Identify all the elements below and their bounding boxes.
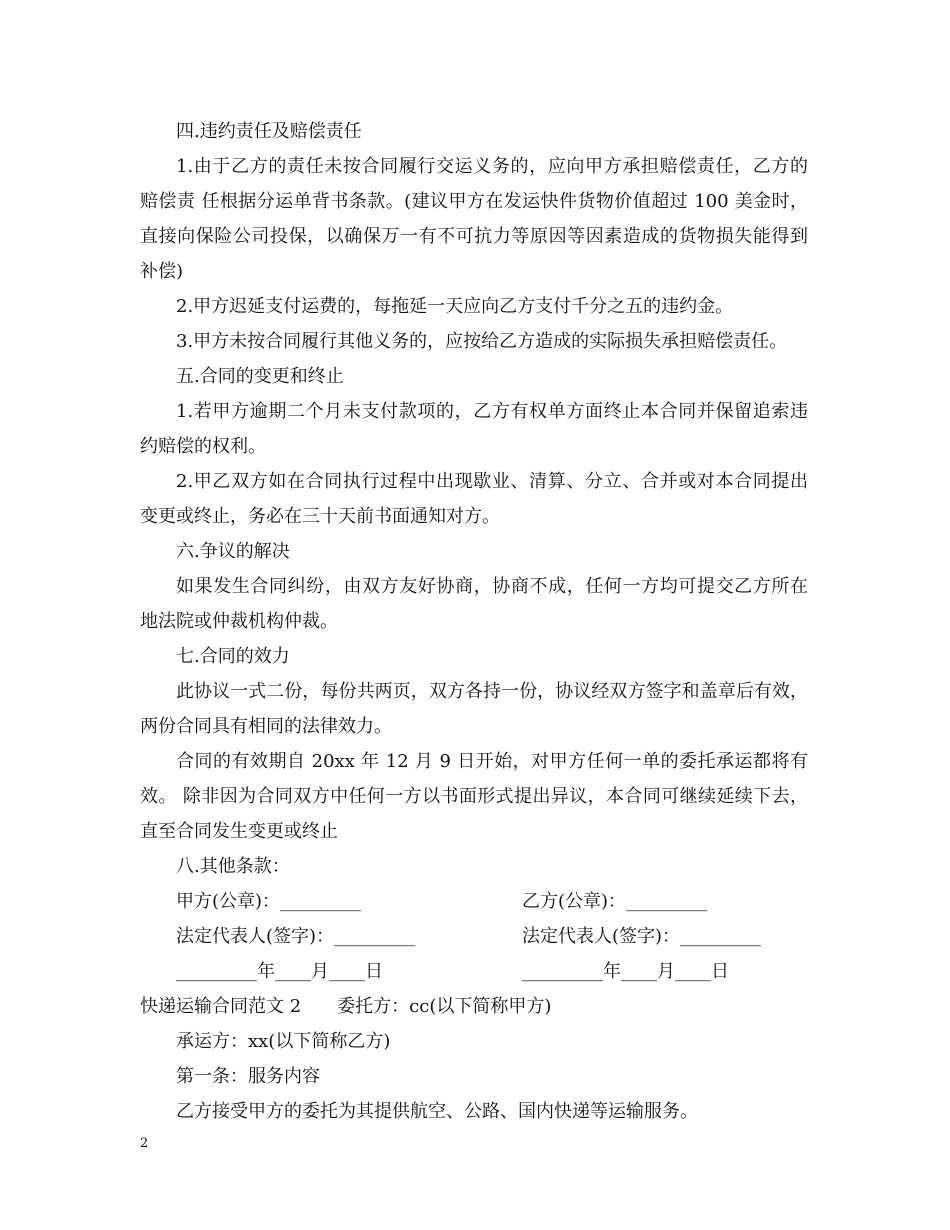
carrier-line: 承运方：xx(以下简称乙方)	[176, 1031, 391, 1052]
paragraph-line: 约赔偿的权利。	[140, 436, 266, 457]
paragraph-line: 补偿)	[140, 261, 184, 282]
paragraph-line: 变更或终止，务必在三十天前书面通知对方。	[140, 506, 500, 527]
paragraph-line: 赔偿责 任根据分运单背书条款。(建议甲方在发运快件货物价值超过 100 美金时，	[140, 191, 808, 212]
paragraph-line: 地法院或仲裁机构仲裁。	[140, 611, 338, 632]
paragraph-line: 1.由于乙方的责任未按合同履行交运义务的，应向甲方承担赔偿责任，乙方的	[176, 156, 808, 177]
section-8-heading: 八.其他条款：	[176, 856, 290, 877]
paragraph-line: 直接向保险公司投保，以确保万一有不可抗力等原因等因素造成的货物损失能得到	[140, 226, 808, 247]
section-4-heading: 四.违约责任及赔偿责任	[176, 121, 362, 142]
paragraph-line: 此协议一式二份，每份共两页，双方各持一份，协议经双方签字和盖章后有效，	[176, 681, 808, 702]
party-b-representative-field: 法定代表人(签字)：_________	[522, 926, 762, 947]
section-5-heading: 五.合同的变更和终止	[176, 366, 344, 387]
section-6-heading: 六.争议的解决	[176, 541, 290, 562]
party-b-date-field: _________年____月____日	[522, 961, 729, 982]
paragraph-line: 如果发生合同纠纷，由双方友好协商，协商不成，任何一方均可提交乙方所在	[176, 576, 808, 597]
party-a-seal-field: 甲方(公章)：_________	[176, 891, 362, 912]
party-a-date-field: _________年____月____日	[176, 961, 383, 982]
paragraph-line: 2.甲乙双方如在合同执行过程中出现歇业、清算、分立、合并或对本合同提出	[176, 471, 808, 492]
paragraph-line: 3.甲方未按合同履行其他义务的，应按给乙方造成的实际损失承担赔偿责任。	[176, 331, 788, 352]
paragraph-line: 直至合同发生变更或终止	[140, 821, 338, 842]
section-7-heading: 七.合同的效力	[176, 646, 290, 667]
paragraph-line: 1.若甲方逾期二个月未支付款项的，乙方有权单方面终止本合同并保留追索违	[176, 401, 808, 422]
paragraph-line: 合同的有效期自 20xx 年 12 月 9 日开始，对甲方任何一单的委托承运都将有	[176, 751, 808, 772]
paragraph-line: 2.甲方迟延支付运费的，每拖延一天应向乙方支付千分之五的违约金。	[176, 296, 734, 317]
party-a-representative-field: 法定代表人(签字)：_________	[176, 926, 416, 947]
paragraph-line: 效。 除非因为合同双方中任何一方以书面形式提出异议，本合同可继续延续下去，	[140, 786, 808, 807]
article-1-heading: 第一条：服务内容	[176, 1066, 320, 1087]
contract-sample-2-heading: 快递运输合同范文 2 委托方：cc(以下简称甲方)	[140, 996, 552, 1017]
paragraph-line: 乙方接受甲方的委托为其提供航空、公路、国内快递等运输服务。	[176, 1101, 698, 1122]
paragraph-line: 两份合同具有相同的法律效力。	[140, 716, 392, 737]
party-b-seal-field: 乙方(公章)：_________	[522, 891, 708, 912]
page-number: 2	[140, 1136, 149, 1151]
